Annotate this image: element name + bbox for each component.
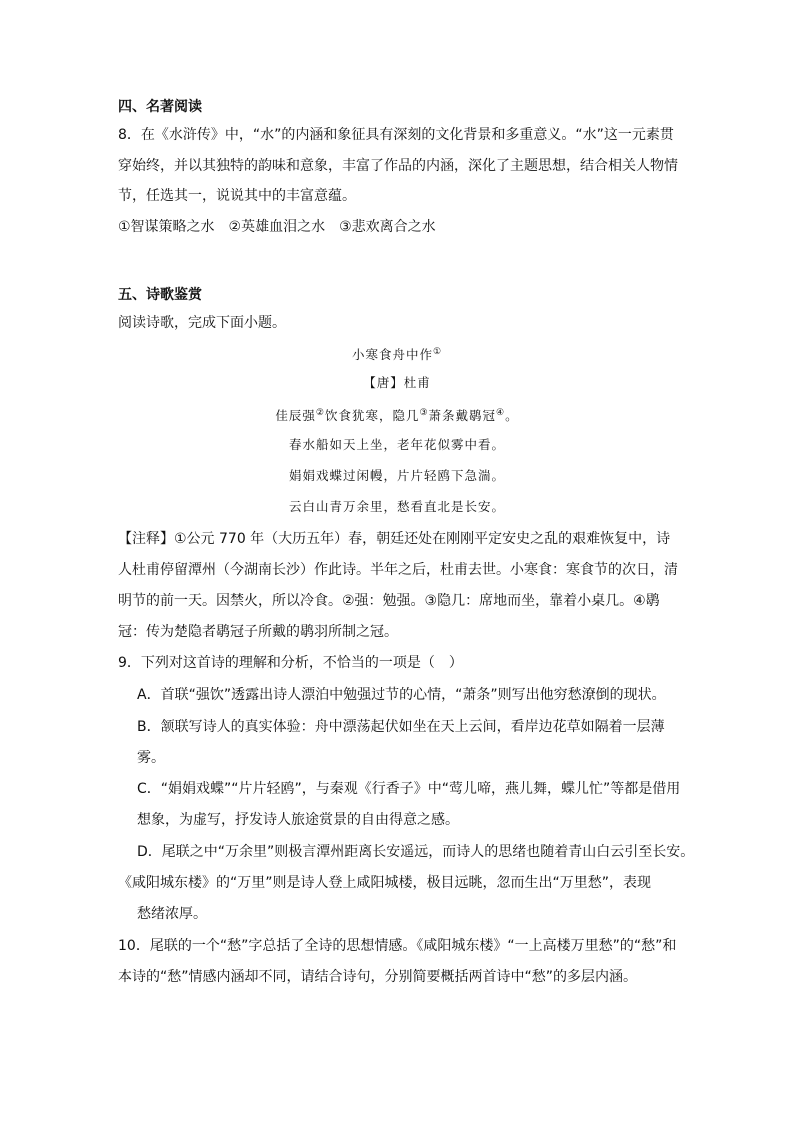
q9-stem: 9．下列对这首诗的理解和分析，不恰当的一项是（ ） <box>118 655 463 671</box>
poem-line-2: 春水船如天上坐，老年花似雾中看。 <box>288 437 505 452</box>
notes-line-2: 人杜甫停留潭州（今湖南长沙）作此诗。半年之后，杜甫去世。小寒食：寒食节的次日，清 <box>118 562 678 578</box>
q10-line-1: 10．尾联的一个“愁”字总括了全诗的思想情感。《咸阳城东楼》“一上高楼万里愁”的“愁”和 <box>118 938 677 954</box>
poem-title-text: 小寒食舟中作 <box>351 347 433 363</box>
section5-heading: 五、诗歌鉴赏 <box>118 287 202 303</box>
q9-option-a: A．首联“强饮”透露出诗人漂泊中勉强过节的心情，“萧条”则写出他穷愁潦倒的现状。 <box>137 687 666 703</box>
q8-line-2: 穿始终，并以其独特的韵味和意象，丰富了作品的内涵，深化了主题思想，结合相关人物情 <box>118 158 678 174</box>
notes-line-1: 【注释】①公元 770 年（大历五年）春，朝廷还处在刚刚平定安史之乱的艰难恢复中，诗 <box>118 531 671 547</box>
poem-line-4: 云白山青万余里，愁看直北是长安。 <box>288 499 505 514</box>
q9-option-d-line-3: 愁绪浓厚。 <box>137 906 207 922</box>
q9-option-d-line-2: 《咸阳城东楼》的“万里”则是诗人登上咸阳城楼，极目远眺，忽而生出“万里愁”，表现 <box>118 875 652 891</box>
poem-note-3-marker: ③ <box>419 408 429 418</box>
notes-line-4: 冠：传为楚隐者鹖冠子所戴的鹖羽所制之冠。 <box>118 624 398 640</box>
section4-heading: 四、名著阅读 <box>118 99 202 115</box>
poem-line-1-part-d: 。 <box>505 408 519 424</box>
q9-option-c-line-2: 想象，为虚写，抒发诗人旅途赏景的自由得意之感。 <box>137 812 459 828</box>
poem-line-1-part-b: 饮食犹寒，隐几 <box>324 408 420 424</box>
poem-line-3: 娟娟戏蝶过闲幔，片片轻鸥下急湍。 <box>288 468 505 483</box>
notes-line-3: 明节的前一天。因禁火，所以冷食。②强：勉强。③隐几：席地而坐，靠着小桌几。④鹖 <box>118 593 660 609</box>
q8-line-3: 节，任选其一，说说其中的丰富意蕴。 <box>118 188 356 204</box>
poem-line-1 <box>0 404 794 425</box>
q9-option-d-line-1: D．尾联之中“万余里”则极言潭州距离长安遥远，而诗人的思绪也随着青山白云引至长安。 <box>137 844 695 860</box>
q9-option-c-line-1: C．“娟娟戏蝶”“片片轻鸥”，与秦观《行香子》中“莺儿啼，燕儿舞，蝶儿忙”等都是借用 <box>137 781 681 797</box>
section5-intro: 阅读诗歌，完成下面小题。 <box>118 315 286 331</box>
poem-author: 【唐】杜甫 <box>363 375 431 390</box>
q10-line-2: 本诗的“愁”情感内涵却不同，请结合诗句，分别简要概括两首诗中“愁”的多层内涵。 <box>118 969 638 985</box>
poem-note-4-marker: ④ <box>496 408 506 418</box>
q8-options: ①智谋策略之水 ②英雄血泪之水 ③悲欢离合之水 <box>118 219 436 235</box>
q9-option-b-line-1: B．颔联写诗人的真实体验：舟中漂荡起伏如坐在天上云间，看岸边花草如隔着一层薄 <box>137 719 665 735</box>
q8-line-1: 8．在《水浒传》中，“水”的内涵和象征具有深刻的文化背景和多重意义。“水”这一元素贯 <box>118 127 674 143</box>
poem-line-1-part-a: 佳辰强 <box>275 408 316 424</box>
poem-line-1-part-c: 萧条戴鹖冠 <box>428 408 497 424</box>
poem-note-2-marker: ② <box>315 408 325 418</box>
q9-option-b-line-2: 雾。 <box>137 750 165 766</box>
poem-title <box>0 343 794 364</box>
poem-title-note: ① <box>432 347 443 357</box>
